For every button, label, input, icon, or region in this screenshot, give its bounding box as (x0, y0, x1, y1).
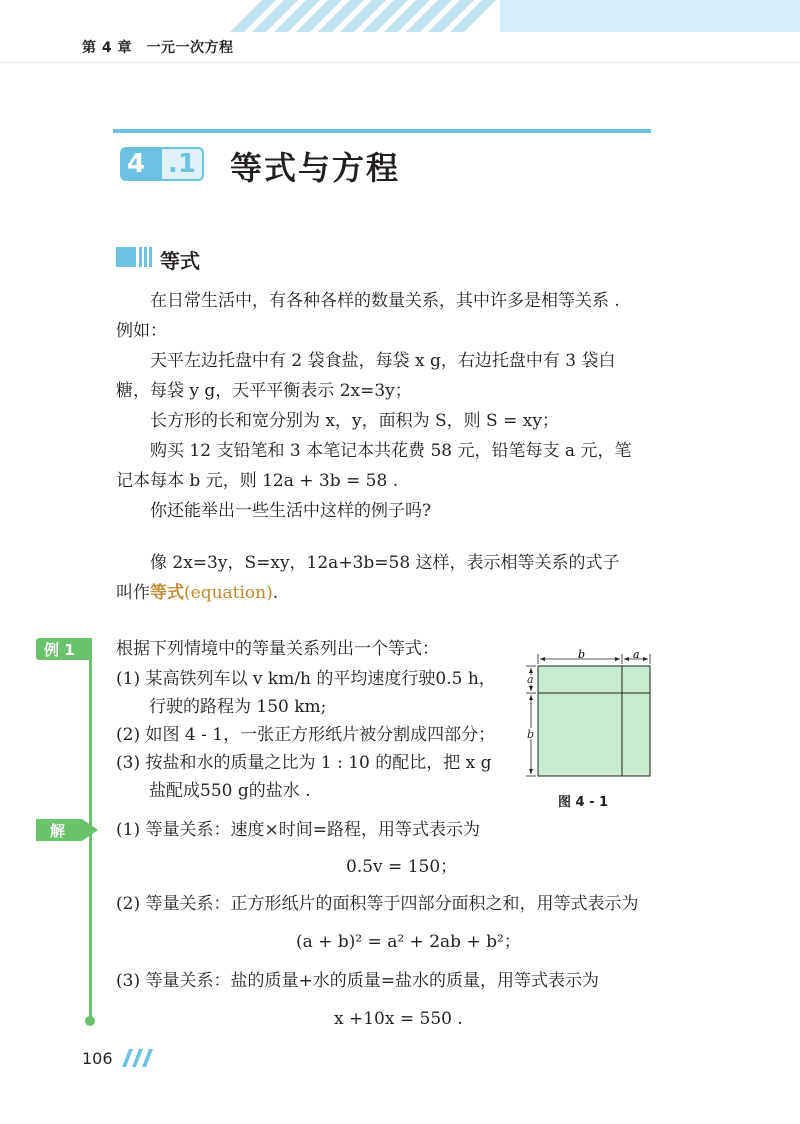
definition-prefix: 叫作 (116, 583, 150, 603)
section-title: 等式与方程 (230, 149, 401, 187)
paragraph-purchase-cont: 记本每本 b 元，则 12a + 3b = 58 . (116, 471, 399, 491)
definition-term-english: (equation) (184, 583, 273, 603)
figure-label-b-left: b (527, 728, 535, 741)
paragraph-definition-cont (116, 578, 278, 608)
page-number-slashes-icon (120, 1047, 154, 1069)
paragraph-rectangle: 长方形的长和宽分别为 x，y，面积为 S，则 S = xy； (150, 411, 559, 431)
section-rule (113, 129, 651, 133)
solution-equation-3: x +10x = 550 . (334, 1009, 463, 1029)
definition-suffix: . (272, 583, 279, 603)
example-guide-dot (85, 1016, 95, 1026)
example-item-2: (2) 如图 4 - 1，一张正方形纸片被分割成四部分； (116, 725, 496, 745)
square-figure (522, 648, 654, 782)
paragraph-balance: 天平左边托盘中有 2 袋食盐，每袋 x g，右边托盘中有 3 袋白 (150, 351, 616, 371)
figure-label-a-top: a (633, 648, 640, 661)
figure-label-b-top: b (578, 648, 586, 661)
example-item-1-cont: 行驶的路程为 150 km; (149, 697, 327, 717)
example-item-3-cont: 盐配成550 g的盐水 . (149, 781, 311, 801)
paragraph-balance-cont: 糖，每袋 y g，天平平衡表示 2x=3y； (116, 381, 412, 401)
subsection-title: 等式 (160, 249, 200, 273)
solution-equation-1: 0.5v = 150； (346, 857, 458, 877)
paragraph-intro: 在日常生活中，有各种各样的数量关系，其中许多是相等关系 . (150, 291, 620, 311)
solution-step-3: (3) 等量关系：盐的质量+水的质量=盐水的质量，用等式表示为 (116, 971, 599, 991)
section-subnumber: .1 (168, 149, 196, 179)
page-number: 106 (82, 1049, 113, 1068)
solution-step-2: (2) 等量关系：正方形纸片的面积等于四部分面积之和，用等式表示为 (116, 894, 639, 914)
paragraph-purchase: 购买 12 支铅笔和 3 本笔记本共花费 58 元，铅笔每支 a 元，笔 (150, 441, 632, 461)
solution-equation-2: (a + b)² = a² + 2ab + b²； (296, 932, 521, 952)
example-item-3: (3) 按盐和水的质量之比为 1 : 10 的配比，把 x g (116, 753, 492, 773)
figure-label-a-left: a (527, 673, 534, 686)
example-item-1: (1) 某高铁列车以 v km/h 的平均速度行驶0.5 h， (116, 669, 496, 689)
solution-label: 解 (50, 822, 66, 840)
solution-step-1: (1) 等量关系：速度×时间=路程，用等式表示为 (116, 820, 480, 840)
chapter-title: 第 4 章 一元一次方程 (82, 40, 234, 56)
definition-term: 等式 (150, 583, 184, 603)
paragraph-question: 你还能举出一些生活中这样的例子吗? (150, 501, 432, 521)
subsection-marker-icon (116, 247, 152, 267)
section-number: 4 (127, 149, 146, 179)
figure-caption: 图 4 - 1 (558, 795, 609, 810)
paragraph-intro-cont: 例如： (116, 321, 167, 341)
paragraph-definition: 像 2x=3y，S=xy，12a+3b=58 这样，表示相等关系的式子 (150, 553, 620, 573)
example-intro: 根据下列情境中的等量关系列出一个等式： (116, 639, 439, 659)
header-band (0, 0, 800, 32)
example-label: 例 1 (44, 641, 75, 659)
figure-square (538, 666, 650, 776)
solution-tag-arrow (82, 819, 98, 841)
